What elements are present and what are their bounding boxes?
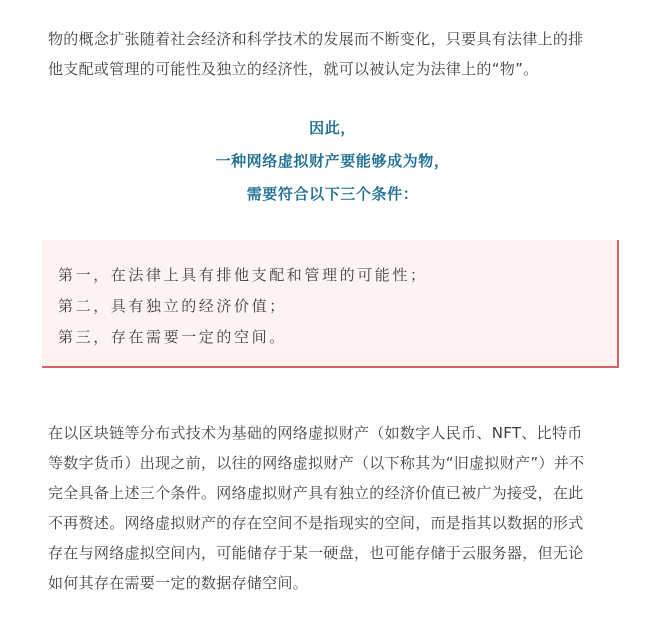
body-line: 在以区块链等分布式技术为基础的网络虚拟财产（如数字人民币、NFT、比特币 <box>48 424 583 442</box>
body-line: 如何其存在需要一定的数据存储空间。 <box>48 574 309 592</box>
condition-item: 第一，在法律上具有排他支配和管理的可能性； <box>58 266 428 284</box>
body-line: 完全具备上述三个条件。网络虚拟财产具有独立的经济价值已被广为接受，在此 <box>48 484 584 502</box>
condition-item: 第二，具有独立的经济价值； <box>58 297 287 315</box>
intro-paragraph <box>48 24 623 84</box>
intro-line: 他支配或管理的可能性及独立的经济性，就可以被认定为法律上的“物”。 <box>48 60 539 78</box>
emphasis-line: 因此， <box>309 119 356 137</box>
body-line: 不再赘述。网络虚拟财产的存在空间不是指现实的空间，而是指其以数据的形式 <box>48 514 584 532</box>
body-line: 存在与网络虚拟空间内，可能储存于某一硬盘，也可能存储于云服务器，但无论 <box>48 544 584 562</box>
body-paragraph <box>48 418 623 598</box>
body-line: 等数字货币）出现之前，以往的网络虚拟财产（以下称其为“旧虚拟财产”）并不 <box>48 454 585 472</box>
emphasis-line: 一种网络虚拟财产要能够成为物， <box>215 152 450 170</box>
emphasis-line: 需要符合以下三个条件： <box>246 185 419 203</box>
intro-line: 物的概念扩张随着社会经济和科学技术的发展而不断变化，只要具有法律上的排 <box>48 30 584 48</box>
condition-item: 第三，存在需要一定的空间。 <box>58 328 287 346</box>
conditions-callout <box>42 240 619 368</box>
emphasis-heading <box>0 112 665 211</box>
